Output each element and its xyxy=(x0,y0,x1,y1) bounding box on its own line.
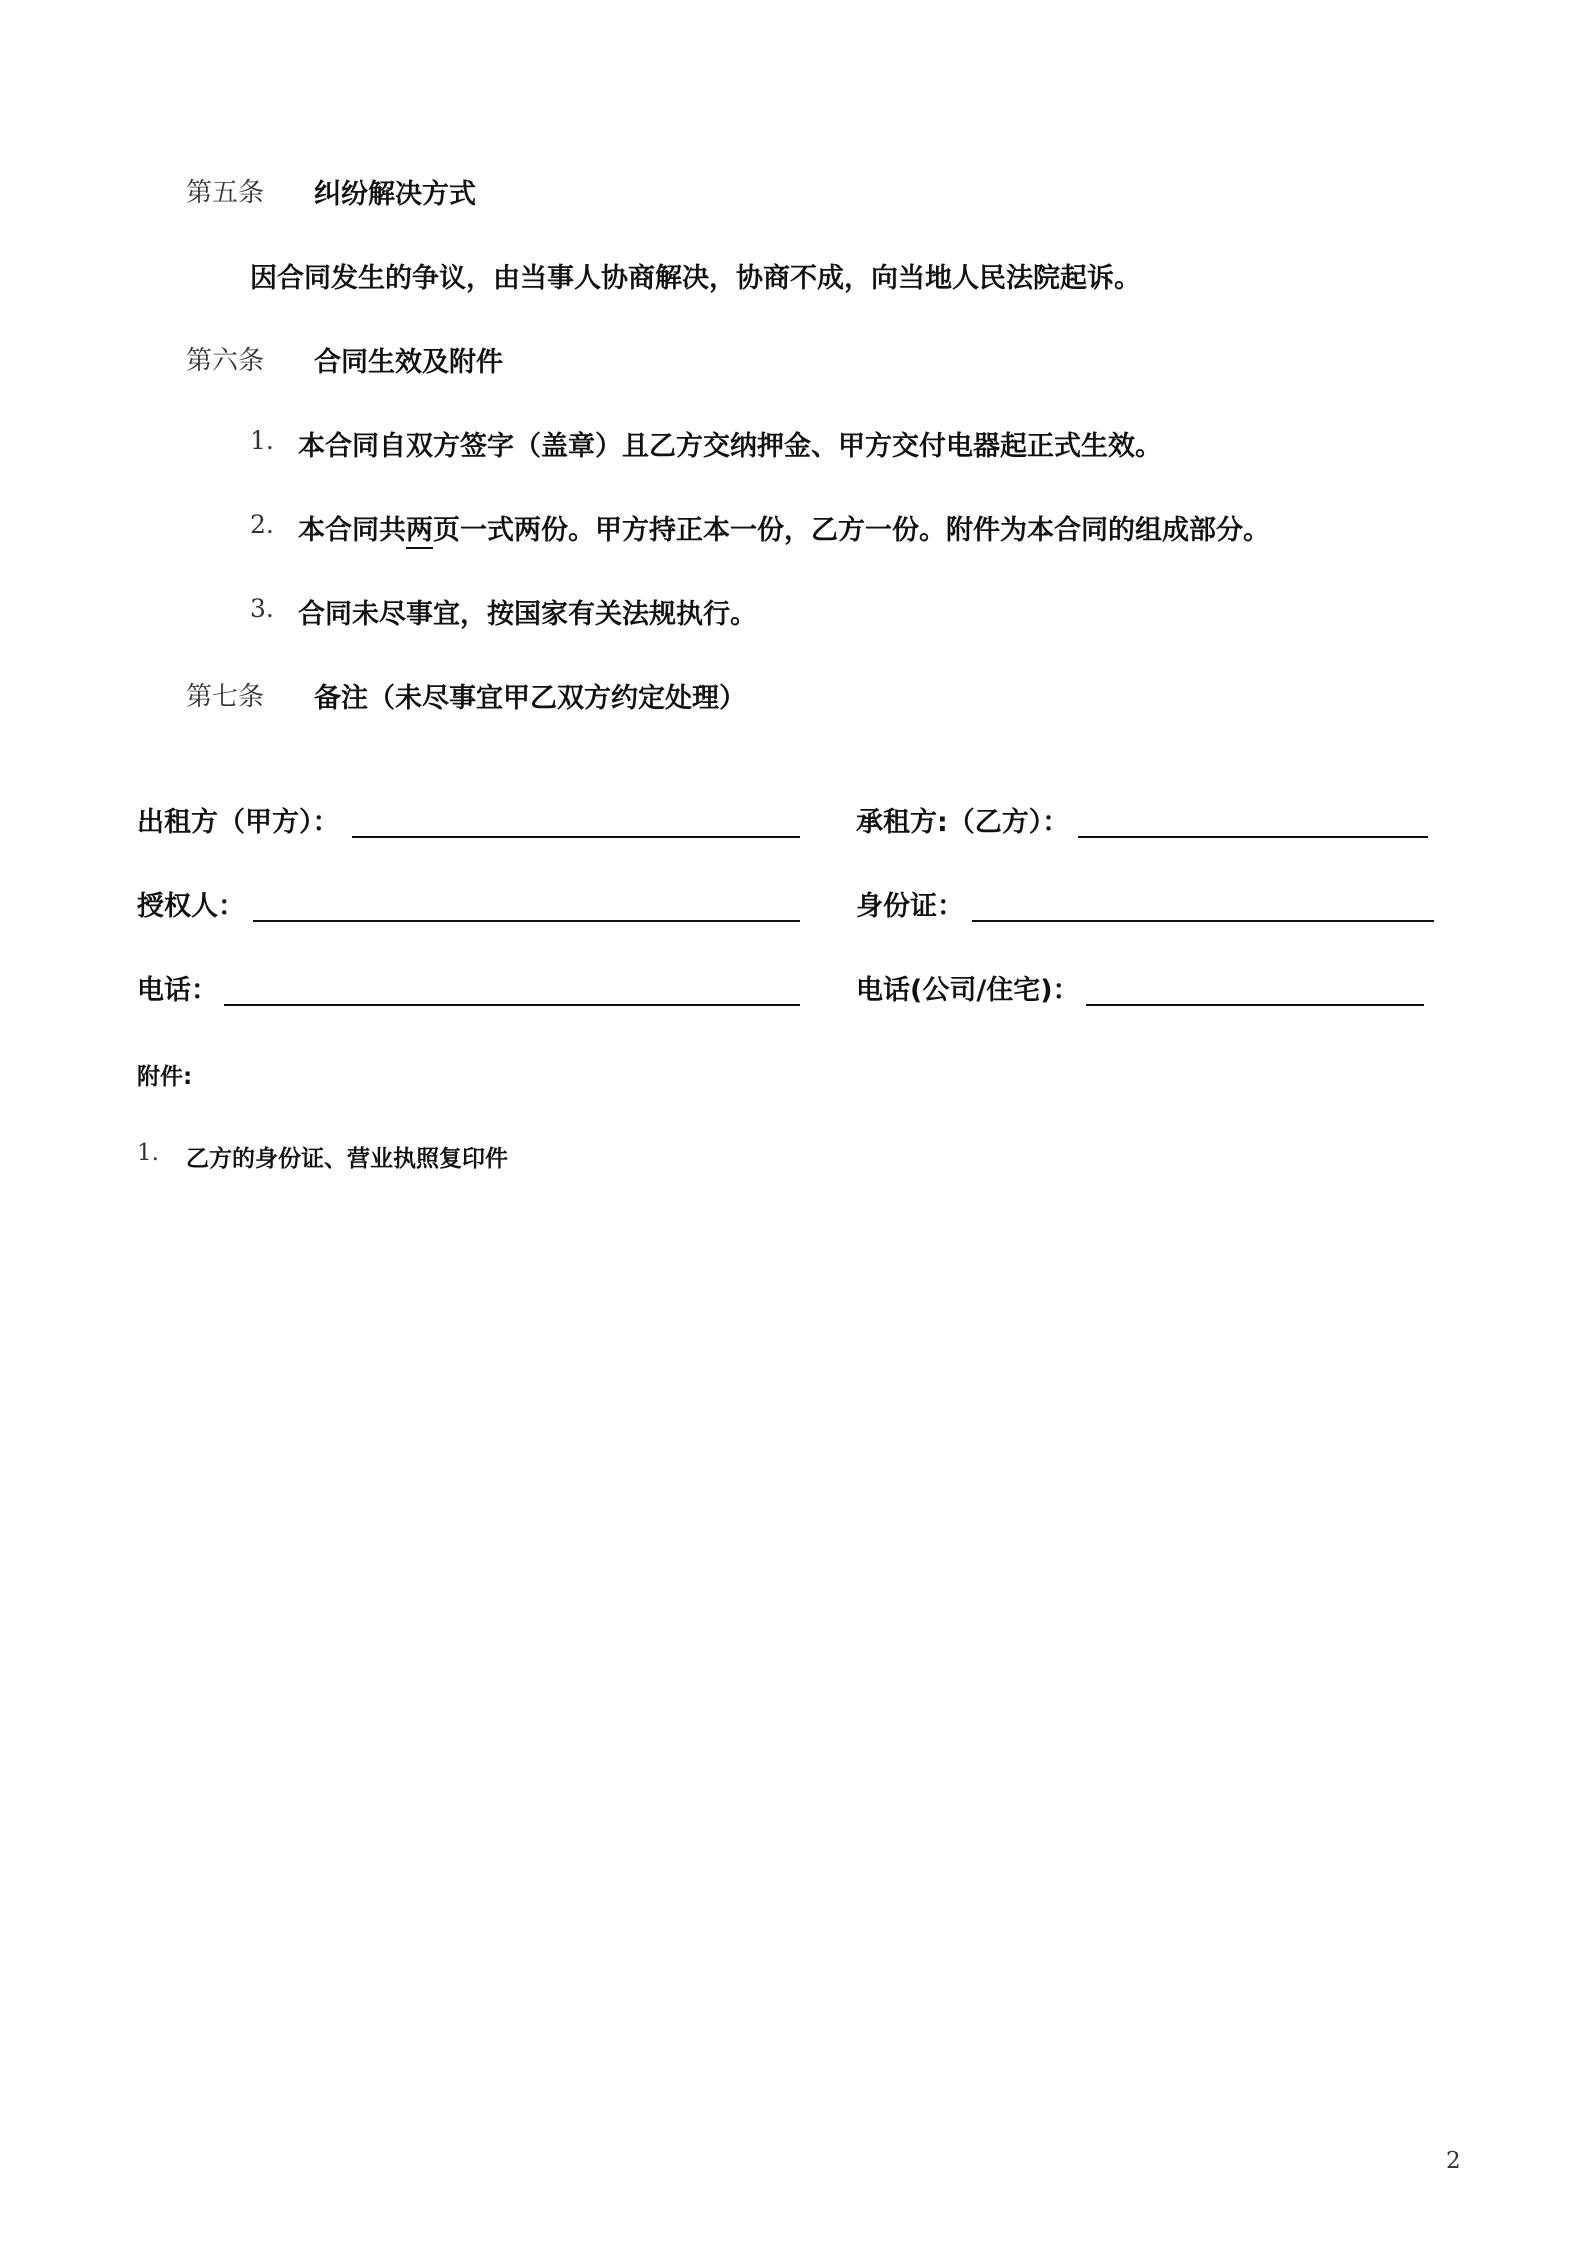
lessor-label: 出租方（甲方）： xyxy=(137,807,340,838)
authorized-signature-line xyxy=(253,920,800,922)
article-5-number: 第五条 xyxy=(186,178,265,208)
article-5-paragraph: 因合同发生的争议，由当事人协商解决，协商不成，向当地人民法院起诉。 xyxy=(250,263,1141,294)
page-number: 2 xyxy=(1446,2148,1461,2174)
article-6-item-2-number: 2. xyxy=(250,510,274,539)
id-label: 身份证： xyxy=(856,891,964,922)
attachment-1-number: 1. xyxy=(137,1140,159,1166)
article-6-item-1-number: 1. xyxy=(250,426,274,455)
article-6-number: 第六条 xyxy=(186,346,265,376)
lessee-signature-line xyxy=(1078,836,1428,838)
article-6-title: 合同生效及附件 xyxy=(314,347,503,378)
page-count-underlined: 两 xyxy=(406,515,433,549)
phone-label: 电话： xyxy=(137,975,218,1006)
article-6-item-2-text-pre: 本合同共 xyxy=(298,515,406,546)
attachment-1-text: 乙方的身份证、营业执照复印件 xyxy=(186,1146,508,1172)
attachments-heading: 附件: xyxy=(137,1064,193,1090)
phone-line xyxy=(224,1004,800,1006)
article-6-item-2-text-post: 页一式两份。甲方持正本一份，乙方一份。附件为本合同的组成部分。 xyxy=(433,515,1270,546)
lessor-signature-line xyxy=(352,836,800,838)
article-6-item-2-text xyxy=(298,508,1270,547)
article-7-number: 第七条 xyxy=(186,682,265,712)
phone-company-line xyxy=(1086,1004,1424,1006)
article-5-title: 纠纷解决方式 xyxy=(314,179,476,210)
authorized-label: 授权人： xyxy=(137,891,245,922)
phone-company-label: 电话(公司/住宅)： xyxy=(856,975,1080,1006)
article-6-item-3-number: 3. xyxy=(250,594,274,623)
article-6-item-3-text: 合同未尽事宜，按国家有关法规执行。 xyxy=(298,599,757,630)
article-7-title: 备注（未尽事宜甲乙双方约定处理） xyxy=(314,683,746,714)
article-6-item-1-text: 本合同自双方签字（盖章）且乙方交纳押金、甲方交付电器起正式生效。 xyxy=(298,431,1162,462)
id-number-line xyxy=(972,920,1434,922)
lessee-label: 承租方:（乙方）： xyxy=(856,807,1070,838)
